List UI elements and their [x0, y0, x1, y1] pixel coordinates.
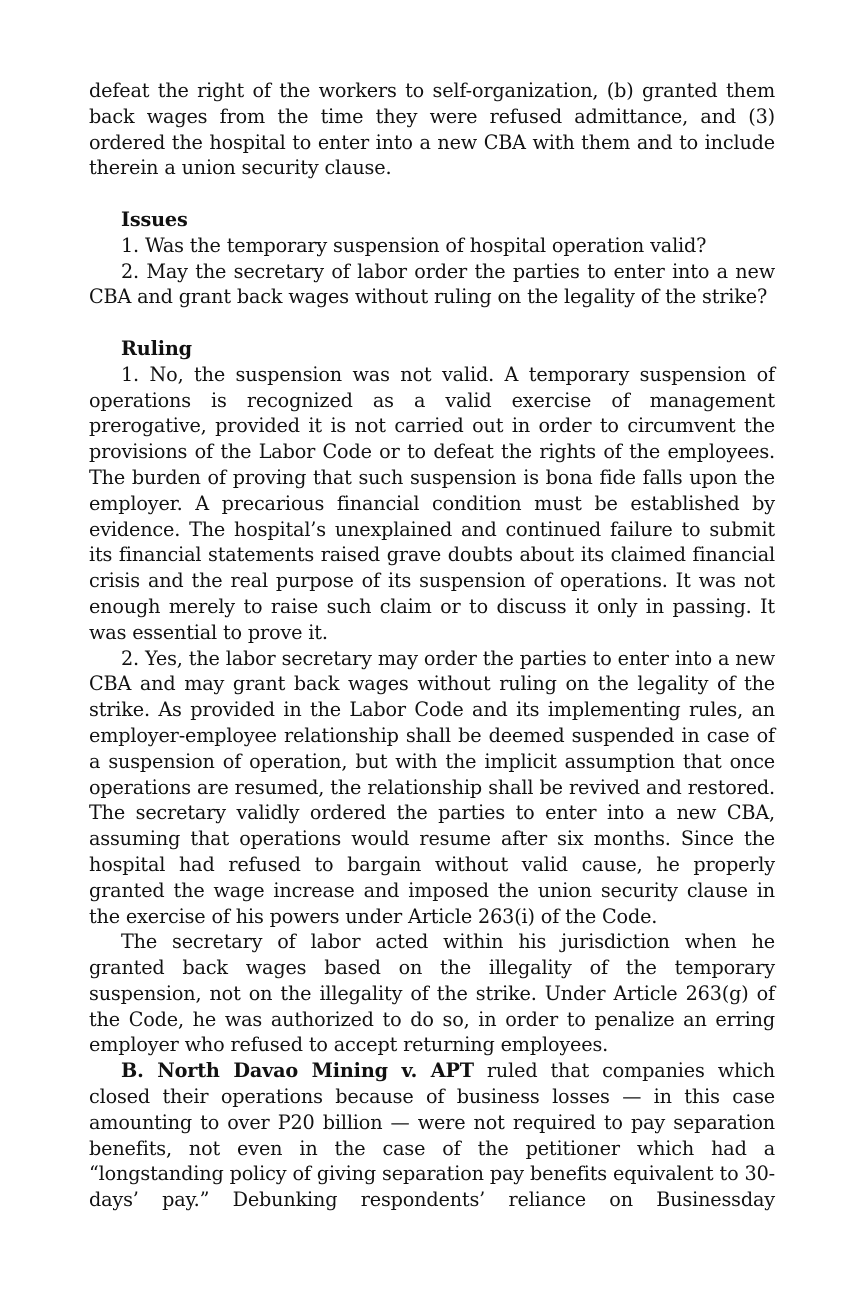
ruling-paragraph-3: The secretary of labor acted within his jurisdiction when he granted back wages based on the illegality of the temporary suspension, not on the illegality of the strike. Under Article 263(g) of the Code, he was authorized to do so, in order to penalize an erring employer who refused to accept returning employees. — [89, 930, 775, 1057]
ruling-paragraph-1: 1. No, the suspension was not valid. A temporary suspension of operations is recognized as a valid exercise of management prerogative, provided it is not carried out in order to circumvent the provisions of the Labor Code or to defeat the rights of the employees. The burden of proving that such suspension is bona fide falls upon the employer. A precarious financial condition must be established by evidence. The hospital’s unexplained and continued failure to submit its financial statements raised grave doubts about its claimed financial crisis and the real purpose of its suspension of operations. It was not enough merely to raise such claim or to discuss it only in passing. It was essential to prove it. — [89, 362, 775, 644]
section-gap — [89, 310, 775, 336]
issue-item-1: 1. Was the temporary suspension of hospital operation valid? — [121, 233, 707, 257]
intro-paragraph: defeat the right of the workers to self-organization, (b) granted them back wages from the time they were refused admittance, and (3) ordered the hospital to enter into a new CBA with them and to include therein a union security clause. — [89, 79, 775, 180]
section-gap — [89, 181, 775, 207]
ruling-heading: Ruling — [121, 336, 192, 360]
document-page — [89, 78, 775, 1213]
case-b-title: B. North Davao Mining v. APT — [121, 1059, 474, 1083]
ruling-paragraph-2: 2. Yes, the labor secretary may order the parties to enter into a new CBA and may grant back wages without ruling on the legality of the strike. As provided in the Labor Code and its implementing rules, an employer-employee relationship shall be deemed suspended in case of a suspension of operation, but with the implicit assumption that once operations are resumed, the relationship shall be revived and restored. The secretary validly ordered the parties to enter into a new CBA, assuming that operations would resume after six months. Since the hospital had refused to bargain without valid cause, he properly granted the wage increase and imposed the union security clause in the exercise of his powers under Article 263(i) of the Code. — [89, 646, 775, 928]
issue-item-2: 2. May the secretary of labor order the parties to enter into a new CBA and grant back wages without ruling on the legality of the strike? — [89, 259, 775, 309]
case-b-text: ruled that companies which closed their operations because of business losses — in this case amounting to over P20 billion — were not required to pay separation benefits, not even in the case of the petitioner which had a “longstanding policy of giving separation pay benefits equivalent to 30-days’ pay.” Debunking respondents’ reliance on Businessday — [89, 1059, 775, 1212]
issues-heading: Issues — [121, 207, 188, 231]
case-b-paragraph — [89, 1058, 775, 1213]
